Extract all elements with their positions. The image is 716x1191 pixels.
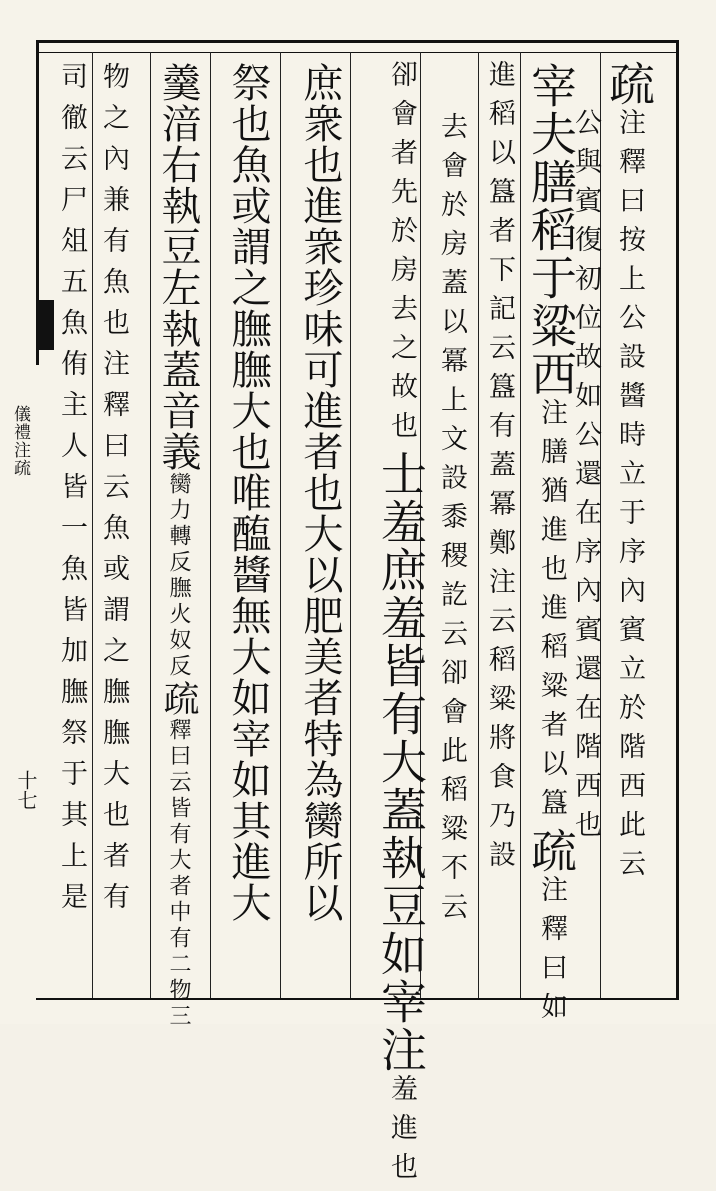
commentary-text: 注釋曰按上公設醬時立于序內賓立於階西此云 xyxy=(614,108,645,888)
text-column-9 xyxy=(155,62,201,1030)
classic-text: 士羞庶羞皆有大蓋執豆如宰 xyxy=(374,450,428,1026)
classic-text: 羹湆右執豆左執蓋音義 xyxy=(155,62,201,472)
classic-text: 宰夫膳稻于粱西 xyxy=(524,62,578,398)
column-rule xyxy=(478,52,479,998)
annotation-text: 庶衆也進衆珍味可進者也大以肥美者特為臠所以 xyxy=(297,62,343,923)
text-column-5 xyxy=(438,112,465,931)
commentary-text: 釋曰云皆有大者中有二物三 xyxy=(166,718,191,1030)
text-column-10 xyxy=(100,62,127,923)
margin-book-title: 儀禮注疏 xyxy=(10,405,30,477)
text-column-11 xyxy=(58,62,85,923)
pronunciation-note: 臠力轉反膴火奴反 xyxy=(166,472,191,680)
column-rule xyxy=(520,52,521,998)
text-column-6 xyxy=(374,60,428,1191)
commentary-text: 去會於房蓋以冪上文設黍稷訖云卻會此稻粱不云 xyxy=(436,112,467,931)
commentary-marker: 疏 xyxy=(602,60,656,108)
text-column-4 xyxy=(486,60,513,879)
column-rule xyxy=(92,52,93,998)
frame-right-border xyxy=(676,40,679,1000)
column-rule xyxy=(280,52,281,998)
column-rule xyxy=(150,52,151,998)
commentary-text: 司徹云尸俎五魚侑主人皆一魚皆加膴祭于其上是 xyxy=(56,62,87,923)
commentary-text: 物之內兼有魚也注釋曰云魚或謂之膴膴大也者有 xyxy=(98,62,129,923)
commentary-text: 公與賓復初位故如公還在序內賓還在階西也 xyxy=(570,108,601,849)
page-number: 十七 xyxy=(14,770,38,810)
text-column-7 xyxy=(297,62,343,923)
text-column-1 xyxy=(602,60,656,888)
text-column-3 xyxy=(524,62,578,1031)
column-rule xyxy=(210,52,211,998)
annotation-text: 注膳猶進也進稻粱者以簋 xyxy=(536,398,567,827)
commentary-text: 進稻以簋者下記云簋有蓋冪鄭注云稻粱將食乃設 xyxy=(484,60,515,879)
commentary-text: 注釋曰如 xyxy=(536,875,567,1031)
annotation-text: 祭也魚或謂之膴膴大也唯醢醬無大如宰如其進大 xyxy=(225,62,271,923)
text-column-8 xyxy=(225,62,271,923)
annotation-text: 羞進也 xyxy=(386,1074,417,1191)
frame-bottom-border xyxy=(36,998,679,1000)
column-rule xyxy=(350,52,351,998)
commentary-marker: 疏 xyxy=(158,680,199,718)
frame-top-border xyxy=(36,40,676,43)
fishtail-mark xyxy=(36,300,54,350)
commentary-text: 卻會者先於房去之故也 xyxy=(386,60,417,450)
annotation-marker: 注 xyxy=(374,1026,428,1074)
commentary-marker: 疏 xyxy=(524,827,578,875)
frame-inner-border xyxy=(36,52,676,53)
